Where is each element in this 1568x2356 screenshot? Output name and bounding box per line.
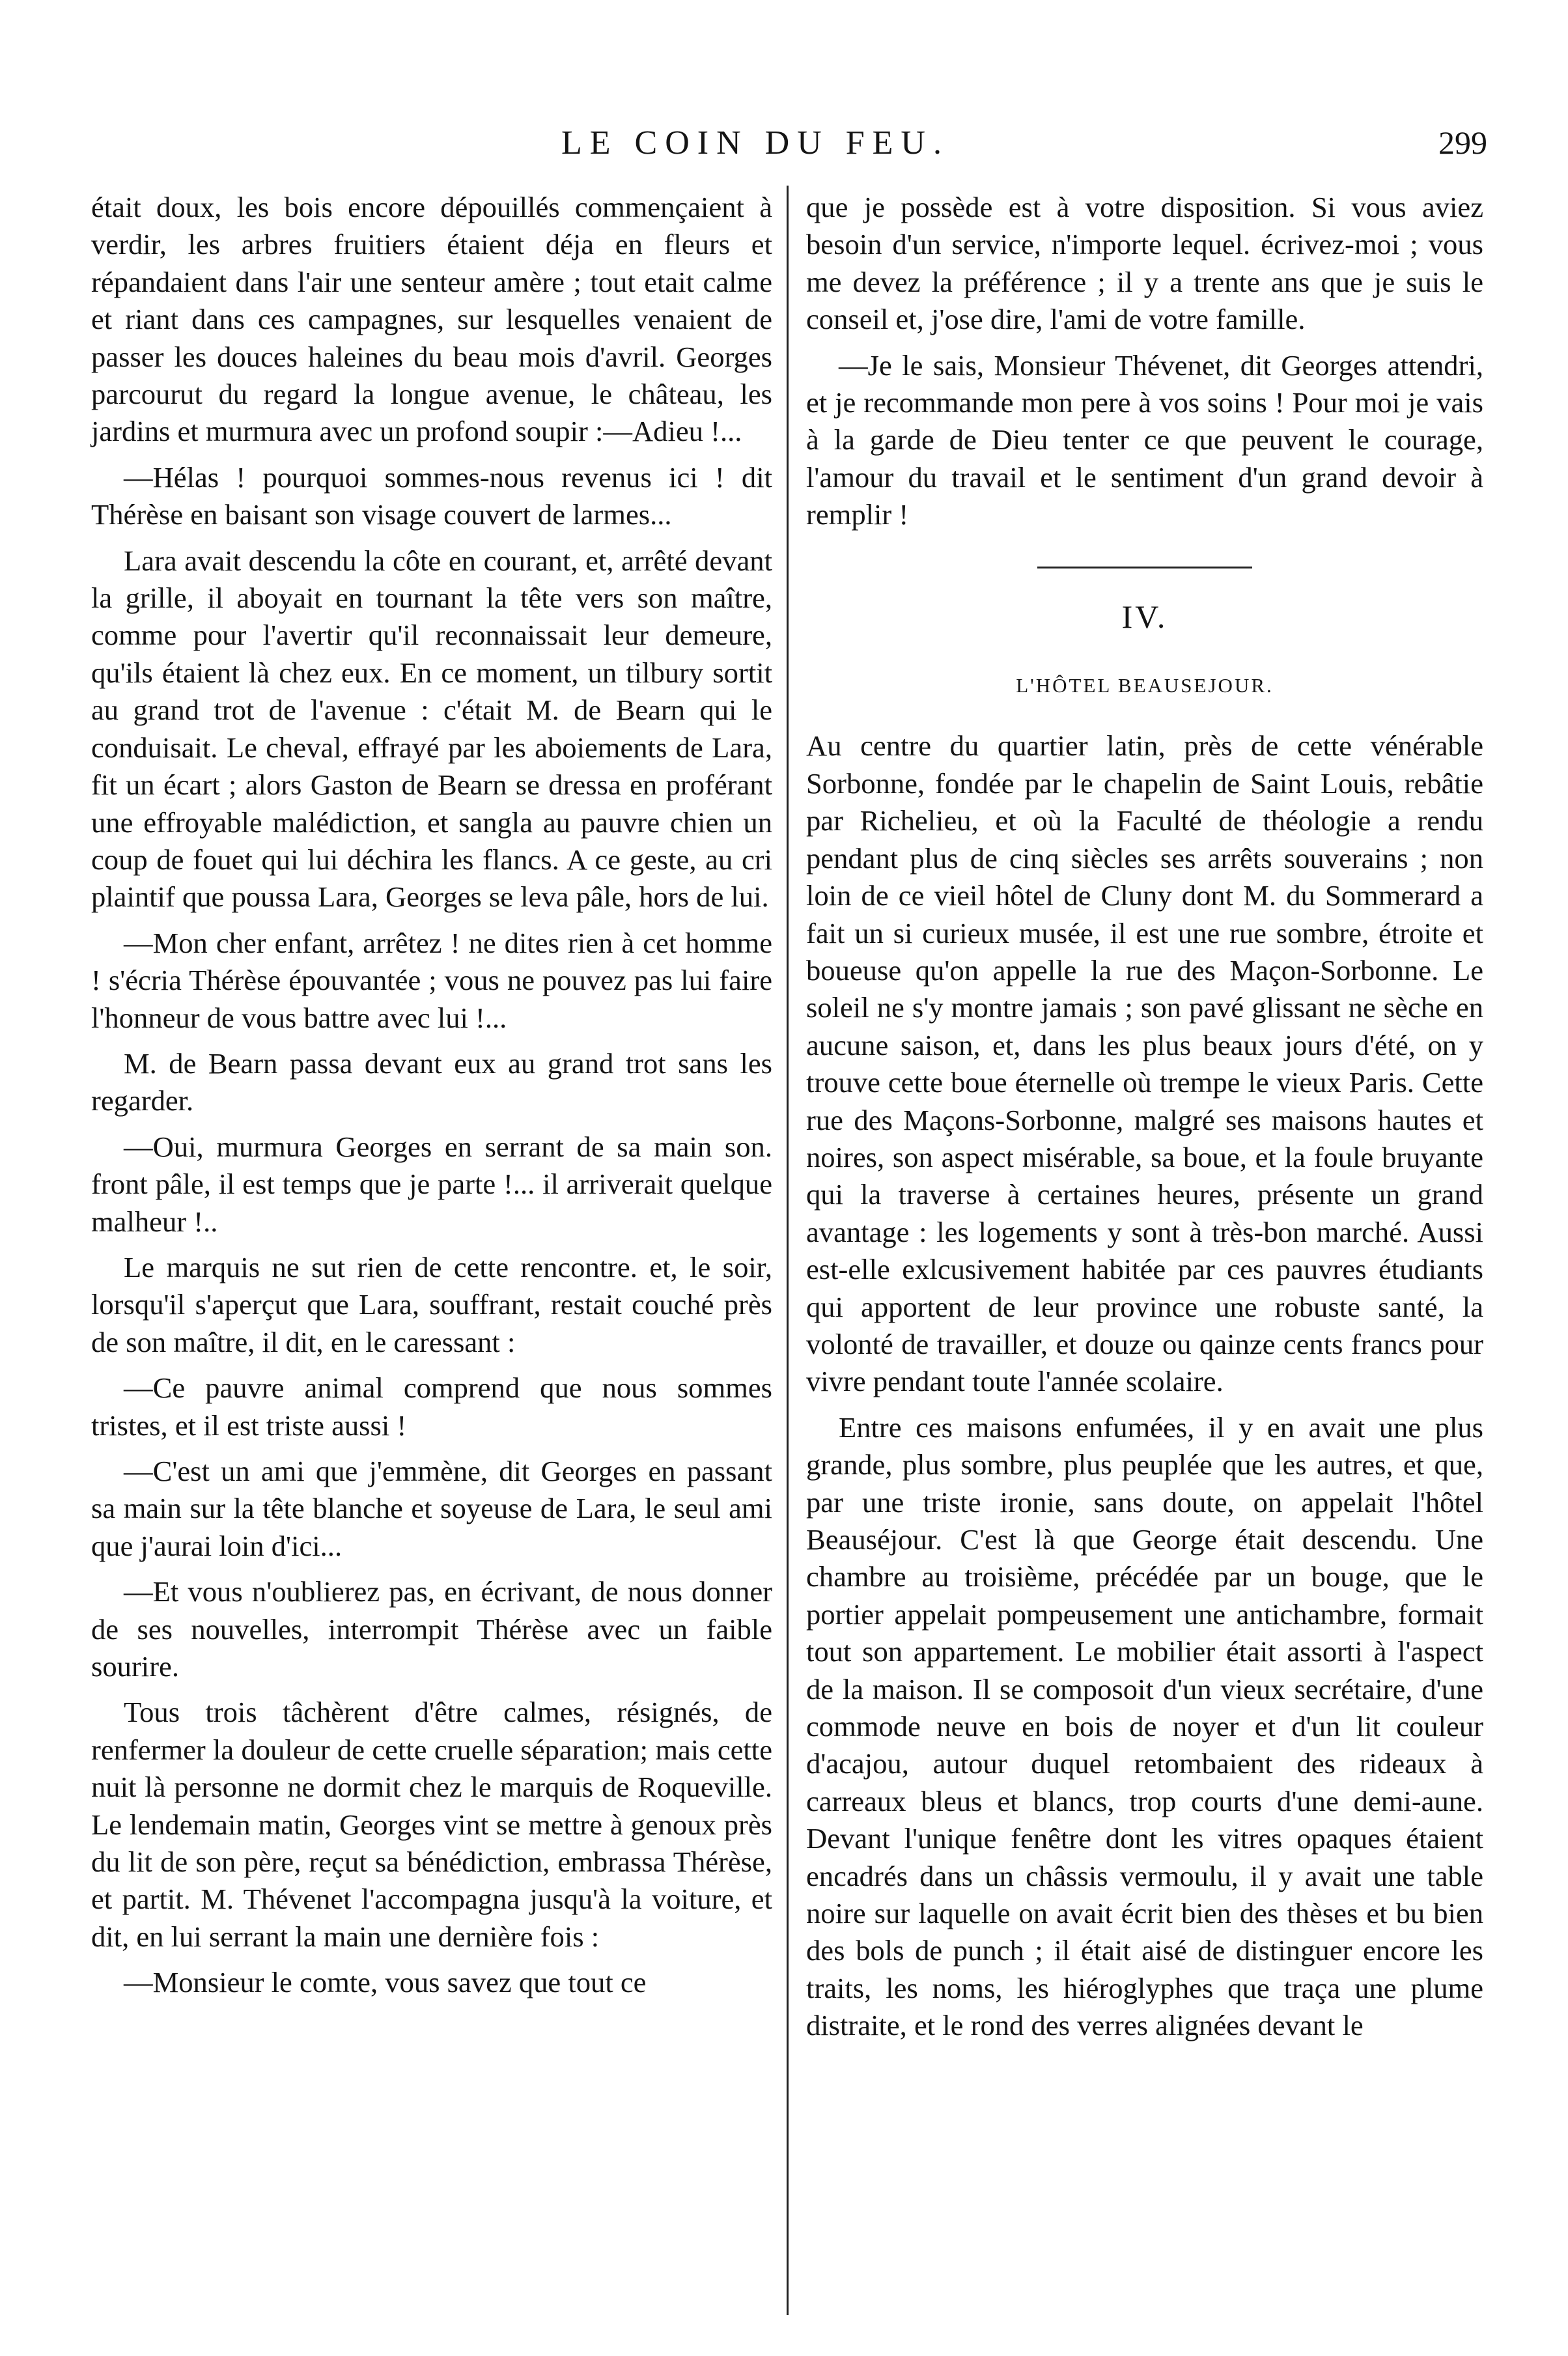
paragraph: —Monsieur le comte, vous savez que tout ce xyxy=(124,1966,647,1999)
running-head: LE COIN DU FEU. xyxy=(561,124,949,161)
left-column xyxy=(91,189,772,2010)
paragraph: que je possède est à votre disposition. Si vous aviez besoin d'un service, n'importe lequel. écrivez-moi ; vous me devez la préférence ; il y a trente ans que je suis le conseil et, j'ose dire, l'ami de votre famille. xyxy=(806,191,1483,336)
paragraph: —Et vous n'oublierez pas, en écrivant, de nous donner de ses nouvelles, interrompit Thérèse avec un faible sourire. xyxy=(91,1575,772,1683)
paragraph: Le marquis ne sut rien de cette rencontre. et, le soir, lorsqu'il s'aperçut que Lara, souffrant, restait couché près de son maître, il dit, en le caressant : xyxy=(91,1250,772,1358)
page-number: 299 xyxy=(1438,124,1487,161)
paragraph: —Ce pauvre animal comprend que nous sommes tristes, et il est triste aussi ! xyxy=(91,1371,772,1442)
paragraph: Entre ces maisons enfumées, il y en avait une plus grande, plus sombre, plus peuplée que les autres, et que, par une triste ironie, sans doute, on appelait l'hôtel Beauséjour. C'est là que George était descendu. Une chambre au troisième, précédée par un bouge, que le portier appelait pompeusement une antichambre, formait tout son appartement. Le mobilier était assorti à l'aspect de la maison. Il se composoit d'un vieux secrétaire, d'une commode neuve en bois de noyer et d'un lit couleur d'acajou, autour duquel retombaient des rideaux à carreaux bleus et blancs, trop courts d'une demi-aune. Devant l'unique fenêtre dont les vitres opaques étaient encadrés dans un châssis vermoulu, il y avait une table noire sur laquelle on avait écrit bien des thèses et bu bien des bols de punch ; il était aisé de distinguer encore les traits, les noms, les hiéroglyphes que traça une plume distraite, et le rond des verres alignées devant le xyxy=(806,1410,1483,2042)
paragraph: Tous trois tâchèrent d'être calmes, résignés, de renfermer la douleur de cette cruelle séparation; mais cette nuit là personne ne dormit chez le marquis de Roqueville. Le lendemain matin, Georges vint se mettre à genoux près du lit de son père, reçut sa bénédiction, embrassa Thérèse, et partit. M. Thévenet l'accompagna jusqu'à la voiture, et dit, en lui serrant la main une dernière fois : xyxy=(91,1696,772,1953)
paragraph: Au centre du quartier latin, près de cette vénérable Sorbonne, fondée par le chapelin de Saint Louis, rebâtie par Richelieu, et où la Faculté de théologie a rendu pendant plus de cinq siècles ses arrêts souverains ; non loin de ce vieil hôtel de Cluny dont M. du Sommerard a fait un si curieux musée, il est une rue sombre, étroite et boueuse qu'on appelle la rue des Maçon-Sorbonne. Le soleil ne s'y montre jamais ; son pavé glissant ne sèche en aucune saison, et, dans les plus beaux jours d'été, on y trouve cette boue éternelle où trempe le vieux Paris. Cette rue des Maçons-Sorbonne, malgré ses maisons hautes et noires, son aspect misérable, sa boue, et la foule bruyante qui la traverse à certaines heures, présente un grand avantage : les logements y sont à très-bon marché. Aussi est-elle exlcusivement habitée par ces pauvres étudiants qui apportent de leur province une robuste santé, la volonté de travailler, et douze ou qainze cents francs pour vivre pendant toute l'année scolaire. xyxy=(806,729,1483,1398)
paragraph: M. de Bearn passa devant eux au grand trot sans les regarder. xyxy=(91,1046,772,1117)
section-separator xyxy=(1037,567,1252,568)
column-divider xyxy=(787,186,789,2315)
paragraph: —Oui, murmura Georges en serrant de sa main son. front pâle, il est temps que je parte !... il arriverait quelque malheur !.. xyxy=(91,1130,772,1238)
chapter-title: L'HÔTEL BEAUSEJOUR. xyxy=(1016,674,1274,697)
paragraph: Lara avait descendu la côte en courant, et, arrêté devant la grille, il aboyait en tournant la tête vers son maître, comme pour l'avertir qu'il reconnaissait leur demeure, qu'ils étaient là chez eux. En ce moment, un tilbury sortit au grand trot de l'avenue : c'était M. de Bearn qui le conduisait. Le cheval, effrayé par les aboiements de Lara, fit un écart ; alors Gaston de Bearn se dressa en proférant une effroyable malédiction, et sangla au pauvre chien un coup de fouet qui lui déchira les flancs. A ce geste, au cri plaintif que poussa Lara, Georges se leva pâle, hors de lui. xyxy=(91,544,772,914)
paragraph: —Hélas ! pourquoi sommes-nous revenus ici ! dit Thérèse en baisant son visage couvert de larmes... xyxy=(91,460,772,531)
chapter-number: IV. xyxy=(1121,598,1168,635)
paragraph: —Je le sais, Monsieur Thévenet, dit Georges attendri, et je recommande mon pere à vos soins ! Pour moi je vais à la garde de Dieu tenter ce que peuvent le courage, l'amour du travail et le sentiment d'un grand devoir à remplir ! xyxy=(806,348,1483,531)
paragraph: était doux, les bois encore dépouillés commençaient à verdir, les arbres fruitiers étaient déja en fleurs et répandaient dans l'air une senteur amère ; tout etait calme et riant dans ces campagnes, sur lesquelles venaient de passer les douces haleines du beau mois d'avril. Georges parcourut du regard la longue avenue, le château, les jardins et murmura avec un profond soupir :—Adieu !... xyxy=(91,191,772,448)
right-column xyxy=(806,189,1483,2053)
paragraph: —C'est un ami que j'emmène, dit Georges en passant sa main sur la tête blanche et soyeuse de Lara, le seul ami que j'aurai loin d'ici... xyxy=(91,1455,772,1562)
paragraph: —Mon cher enfant, arrêtez ! ne dites rien à cet homme ! s'écria Thérèse épouvantée ; vous ne pouvez pas lui faire l'honneur de vous battre avec lui !... xyxy=(91,926,772,1034)
